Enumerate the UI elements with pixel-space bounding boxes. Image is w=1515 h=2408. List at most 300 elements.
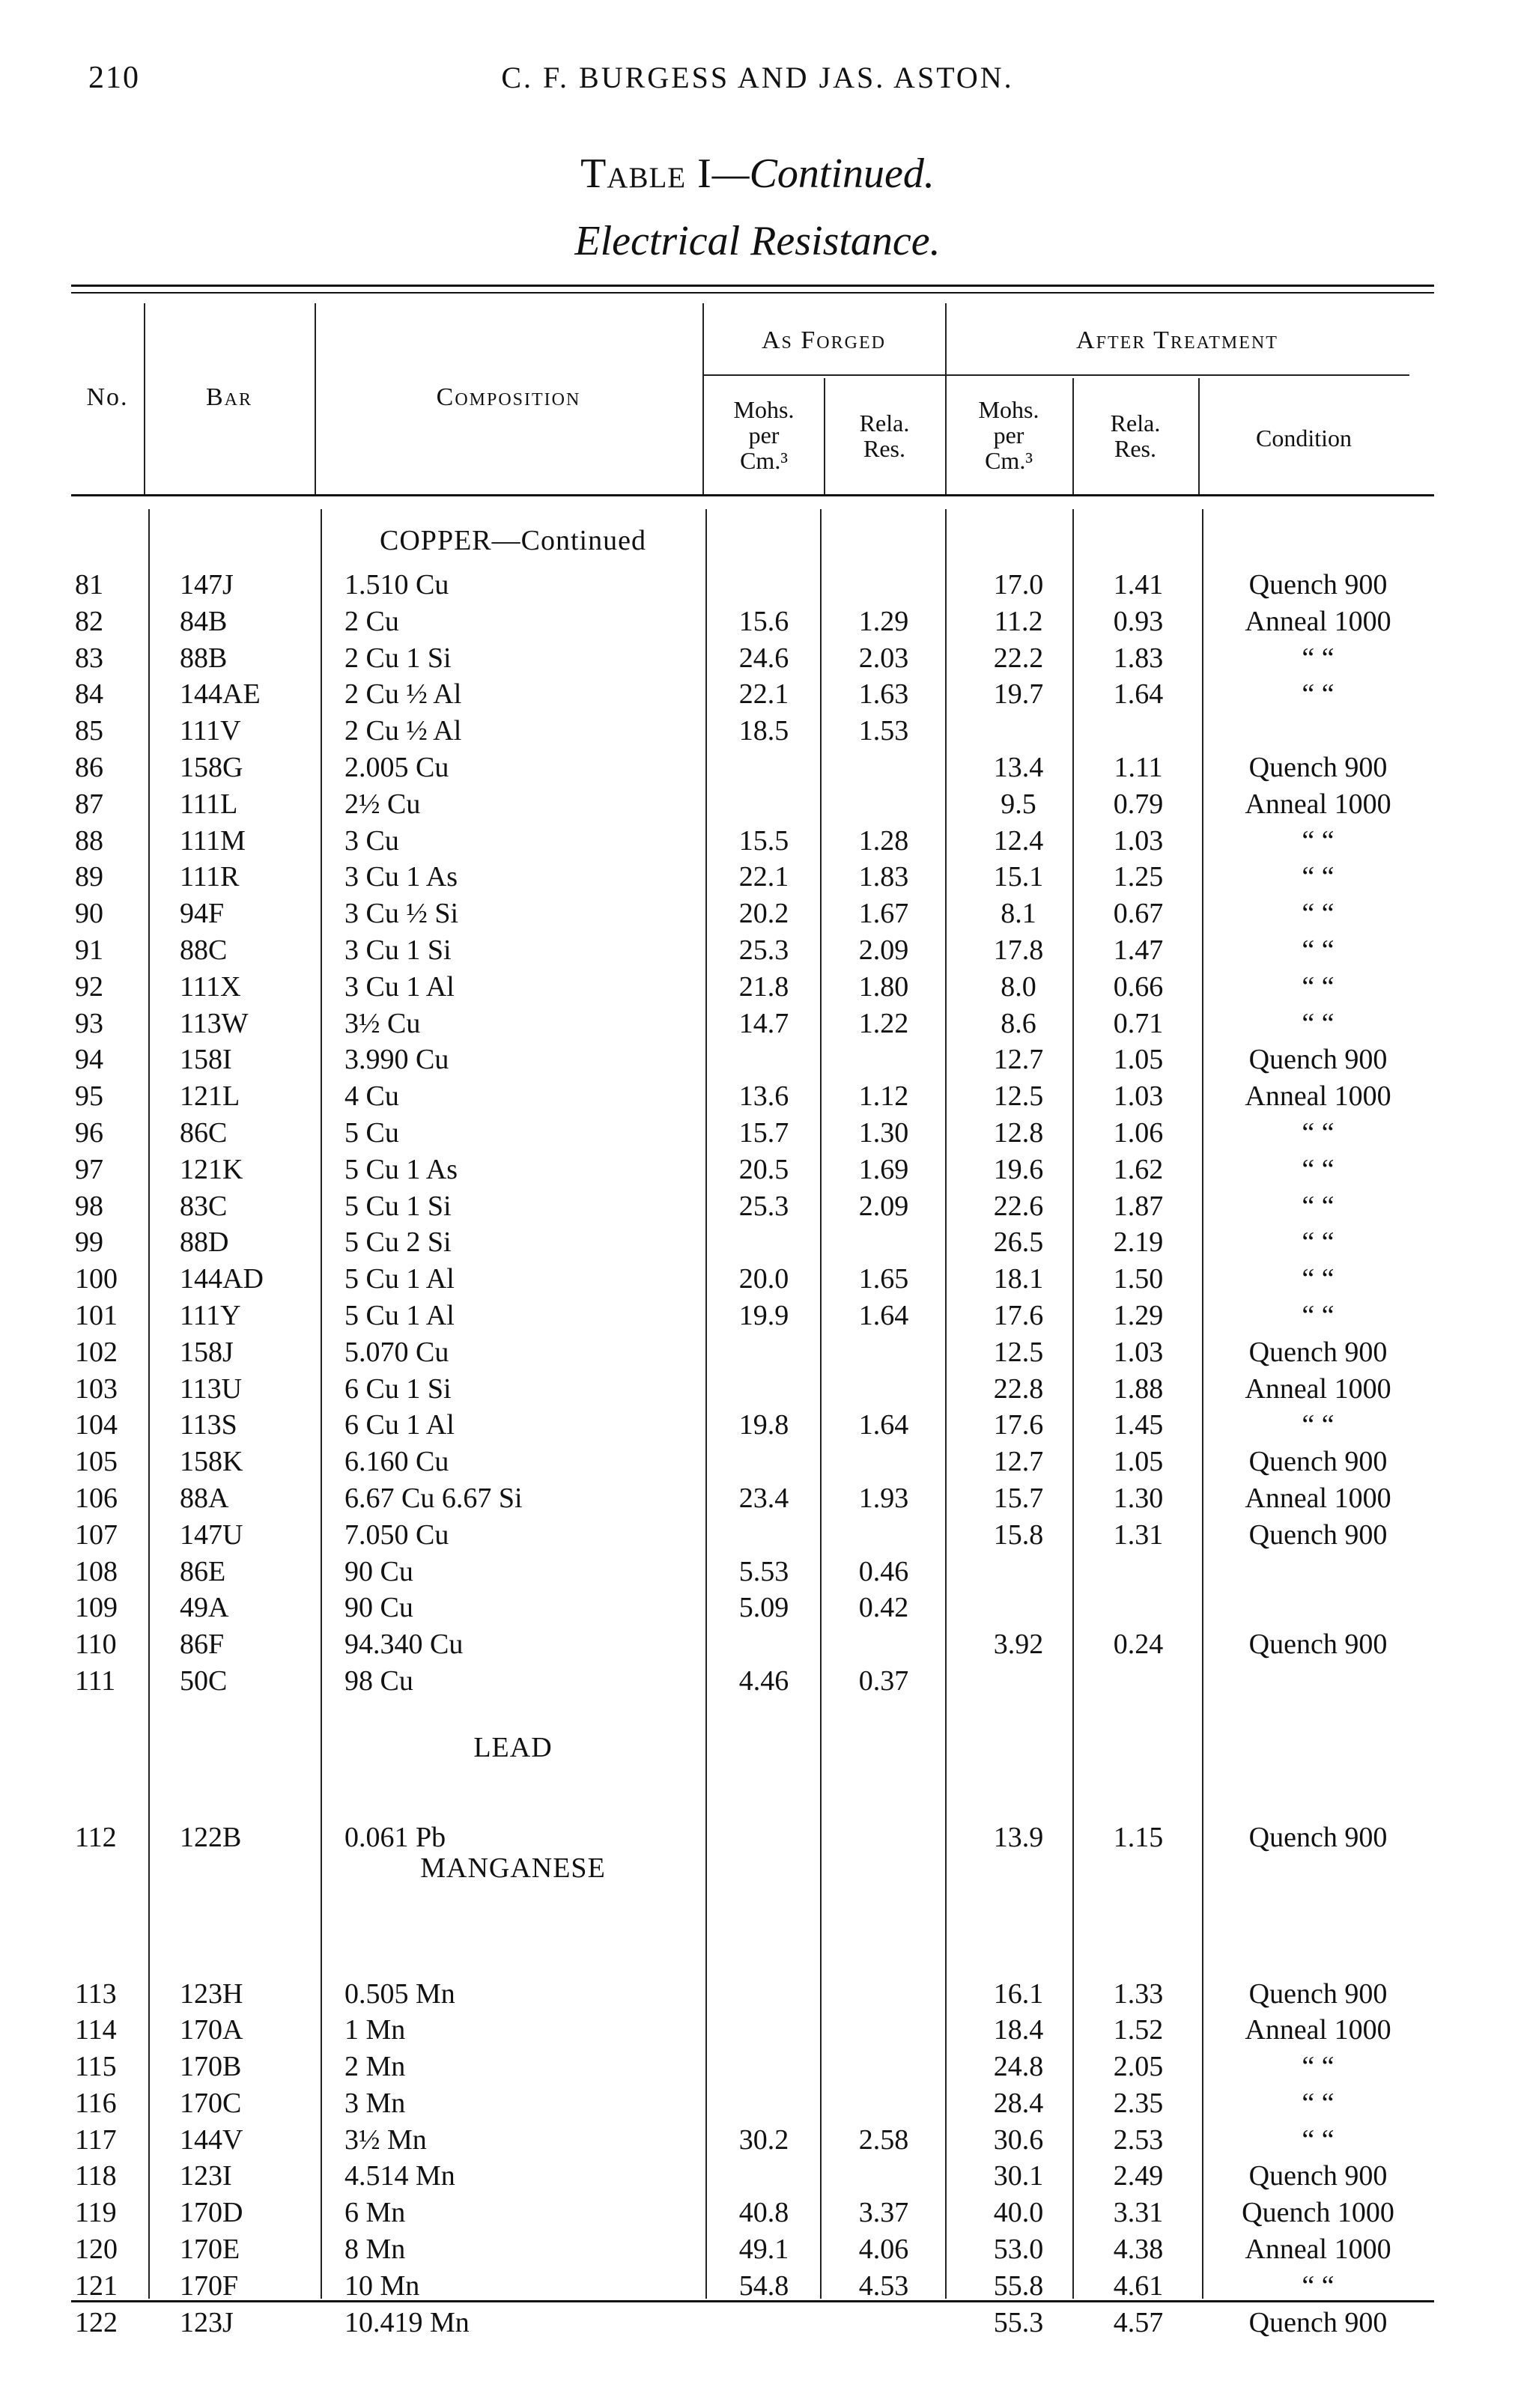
row-number: 103 (75, 1372, 118, 1405)
treated-rela-res: 1.03 (1113, 1336, 1164, 1368)
treated-rela-res: 1.47 (1113, 934, 1164, 966)
treated-rela-res: 1.05 (1113, 1044, 1164, 1076)
row-number: 116 (75, 2087, 117, 2119)
forged-rela-res: 1.53 (858, 715, 909, 747)
composition: 2 Cu (344, 605, 399, 637)
condition: Quench 900 (1248, 1821, 1388, 1853)
forged-mohs: 5.09 (738, 1592, 789, 1624)
treated-rela-res: 4.57 (1113, 2306, 1164, 2338)
col-header-composition: Composition (436, 383, 581, 411)
composition: 0.061 Pb (344, 1821, 446, 1853)
table-row (0, 2049, 1515, 2085)
row-number: 94 (75, 1044, 103, 1076)
row-number: 110 (75, 1629, 117, 1661)
treated-mohs: 19.7 (993, 678, 1044, 711)
treated-mohs: 13.4 (993, 751, 1044, 783)
table-row (0, 1626, 1515, 1663)
bar-id: 170E (180, 2234, 240, 2266)
table-row (0, 750, 1515, 786)
forged-rela-res: 1.65 (858, 1263, 909, 1295)
composition: 6 Mn (344, 2197, 406, 2229)
treated-mohs: 3.92 (993, 1629, 1044, 1661)
row-number: 84 (75, 678, 103, 711)
composition: 3 Cu 1 Si (344, 934, 452, 966)
composition: 6 Cu 1 Si (344, 1372, 452, 1405)
composition: 8 Mn (344, 2234, 406, 2266)
condition: “ “ (1302, 970, 1335, 1003)
composition: 2½ Cu (344, 788, 421, 820)
treated-rela-res: 0.71 (1113, 1007, 1164, 1039)
treated-mohs: 16.1 (993, 1977, 1044, 2010)
bar-id: 123J (180, 2306, 234, 2338)
forged-rela-res: 1.63 (858, 678, 909, 711)
treated-rela-res: 1.11 (1114, 751, 1163, 783)
composition: 5 Cu 2 Si (344, 1226, 452, 1259)
treated-mohs: 28.4 (993, 2087, 1044, 2119)
composition: 1.510 Cu (344, 569, 449, 601)
forged-rela-res: 1.12 (858, 1080, 909, 1113)
condition: “ “ (1302, 642, 1335, 674)
col-header-treated-mohs (945, 397, 1072, 473)
condition: “ “ (1302, 2269, 1335, 2302)
col-header-after-treatment: After Treatment (1076, 326, 1278, 354)
treated-rela-res: 0.66 (1113, 970, 1164, 1003)
treated-rela-res: 1.03 (1113, 824, 1164, 857)
condition: “ “ (1302, 934, 1335, 966)
condition: Anneal 1000 (1245, 1372, 1391, 1405)
forged-mohs: 54.8 (738, 2269, 789, 2302)
row-number: 121 (75, 2269, 118, 2302)
bar-id: 111L (180, 788, 238, 820)
treated-rela-res: 1.88 (1113, 1372, 1164, 1405)
condition: Quench 900 (1248, 1336, 1388, 1368)
table-row (0, 2305, 1515, 2341)
table-row (0, 896, 1515, 932)
table-row (0, 1663, 1515, 1700)
table-row (0, 2195, 1515, 2231)
row-number: 88 (75, 824, 103, 857)
col-header-condition: Condition (1255, 425, 1352, 452)
forged-rela-res: 1.80 (858, 970, 909, 1003)
row-number: 118 (75, 2160, 117, 2192)
bar-id: 170D (180, 2197, 243, 2229)
composition: 4 Cu (344, 1080, 399, 1113)
table-row (0, 1078, 1515, 1115)
treated-mohs: 22.2 (993, 642, 1044, 674)
treated-rela-res: 0.24 (1113, 1629, 1164, 1661)
composition: 10 Mn (344, 2269, 420, 2302)
bar-id: 86E (180, 1555, 226, 1587)
row-number: 85 (75, 715, 103, 747)
treated-rela-res: 1.83 (1113, 642, 1164, 674)
bar-id: 50C (180, 1664, 228, 1697)
treated-mohs: 22.8 (993, 1372, 1044, 1405)
forged-rela-res: 1.83 (858, 861, 909, 893)
row-number: 112 (75, 1821, 117, 1853)
table-row (0, 1819, 1515, 1856)
forged-rela-res: 1.67 (858, 898, 909, 930)
row-number: 104 (75, 1409, 118, 1441)
table-row (0, 1224, 1515, 1261)
table-row (0, 859, 1515, 896)
table-row (0, 823, 1515, 860)
treated-mohs: 8.0 (1001, 970, 1036, 1003)
bar-id: 144AE (180, 678, 261, 711)
composition: 6.160 Cu (344, 1446, 449, 1478)
treated-mohs: 12.7 (993, 1044, 1044, 1076)
forged-rela-res: 2.03 (858, 642, 909, 674)
bar-id: 170A (180, 2014, 243, 2046)
per-label: per (993, 422, 1024, 449)
forged-rela-res: 1.29 (858, 605, 909, 637)
table-row (0, 1334, 1515, 1371)
table-row (0, 567, 1515, 603)
table-row (0, 1480, 1515, 1517)
forged-rela-res: 1.22 (858, 1007, 909, 1039)
composition: 3 Cu ½ Si (344, 898, 459, 930)
row-number: 119 (75, 2197, 117, 2229)
running-header (0, 60, 1515, 105)
table-row (0, 1517, 1515, 1554)
row-number: 93 (75, 1007, 103, 1039)
forged-mohs: 18.5 (738, 715, 789, 747)
bar-id: 49A (180, 1592, 229, 1624)
treated-mohs: 9.5 (1001, 788, 1036, 820)
condition: “ “ (1302, 1190, 1335, 1222)
forged-rela-res: 1.69 (858, 1153, 909, 1185)
bar-id: 158K (180, 1446, 243, 1478)
bar-id: 123I (180, 2160, 232, 2192)
bar-id: 83C (180, 1190, 228, 1222)
composition: 2 Cu ½ Al (344, 715, 462, 747)
composition: 5 Cu 1 Si (344, 1190, 452, 1222)
treated-rela-res: 1.03 (1113, 1080, 1164, 1113)
table-row (0, 1042, 1515, 1078)
condition: “ “ (1302, 2123, 1335, 2156)
forged-rela-res: 1.30 (858, 1116, 909, 1149)
treated-rela-res: 1.64 (1113, 678, 1164, 711)
condition: “ “ (1302, 2051, 1335, 2083)
condition: “ “ (1302, 1299, 1335, 1331)
condition: “ “ (1302, 1263, 1335, 1295)
table-row (0, 2085, 1515, 2122)
condition: Quench 900 (1248, 2306, 1388, 2338)
table-row (0, 1261, 1515, 1298)
bar-id: 111Y (180, 1299, 241, 1331)
treated-rela-res: 2.35 (1113, 2087, 1164, 2119)
forged-rela-res: 3.37 (858, 2197, 909, 2229)
table-row (0, 969, 1515, 1006)
bar-id: 144AD (180, 1263, 264, 1295)
bar-id: 113W (180, 1007, 249, 1039)
col-header-no: No. (86, 383, 129, 411)
composition: 5 Cu 1 Al (344, 1263, 455, 1295)
treated-rela-res: 1.29 (1113, 1299, 1164, 1331)
treated-rela-res: 4.38 (1113, 2234, 1164, 2266)
composition: 3 Cu 1 Al (344, 970, 455, 1003)
forged-mohs: 19.9 (738, 1299, 789, 1331)
composition: 10.419 Mn (344, 2306, 470, 2338)
res-label: Res. (863, 435, 905, 462)
forged-mohs: 24.6 (738, 642, 789, 674)
rela-label: Rela. (859, 410, 910, 437)
col-header-forged-rela (824, 410, 945, 461)
composition: 0.505 Mn (344, 1977, 455, 2010)
treated-mohs: 12.4 (993, 824, 1044, 857)
row-number: 122 (75, 2306, 118, 2338)
forged-mohs: 30.2 (738, 2123, 789, 2156)
composition: 6 Cu 1 Al (344, 1409, 455, 1441)
treated-rela-res: 2.49 (1113, 2160, 1164, 2192)
condition: “ “ (1302, 898, 1335, 930)
forged-mohs: 25.3 (738, 934, 789, 966)
section-gap (0, 1700, 1515, 1819)
composition: 5 Cu 1 Al (344, 1299, 455, 1331)
treated-mohs: 55.3 (993, 2306, 1044, 2338)
forged-rela-res: 1.64 (858, 1299, 909, 1331)
row-number: 92 (75, 970, 103, 1003)
table-row (0, 1152, 1515, 1188)
composition: 3½ Mn (344, 2123, 427, 2156)
treated-mohs: 17.6 (993, 1299, 1044, 1331)
condition: “ “ (1302, 678, 1335, 711)
forged-rela-res: 2.58 (858, 2123, 909, 2156)
forged-mohs: 49.1 (738, 2234, 789, 2266)
row-number: 91 (75, 934, 103, 966)
forged-mohs: 20.0 (738, 1263, 789, 1295)
composition: 2 Cu ½ Al (344, 678, 462, 711)
treated-rela-res: 2.19 (1113, 1226, 1164, 1259)
treated-mohs: 17.6 (993, 1409, 1044, 1441)
bar-id: 111X (180, 970, 241, 1003)
row-number: 101 (75, 1299, 118, 1331)
bar-id: 123H (180, 1977, 243, 2010)
table-label: Table I (580, 150, 712, 197)
page-number: 210 (88, 61, 140, 95)
row-number: 109 (75, 1592, 118, 1624)
row-number: 90 (75, 898, 103, 930)
forged-rela-res: 0.46 (858, 1555, 909, 1587)
condition: Anneal 1000 (1245, 605, 1391, 637)
condition: “ “ (1302, 2087, 1335, 2119)
table-row (0, 1976, 1515, 2013)
composition: 3 Cu 1 As (344, 861, 458, 893)
treated-rela-res: 1.33 (1113, 1977, 1164, 2010)
row-number: 106 (75, 1482, 118, 1514)
composition: 3 Cu (344, 824, 399, 857)
table-row (0, 1188, 1515, 1225)
bar-id: 170F (180, 2269, 239, 2302)
composition: 6.67 Cu 6.67 Si (344, 1482, 523, 1514)
section-manganese: MANGANESE (420, 1852, 606, 1884)
bar-id: 170C (180, 2087, 242, 2119)
treated-mohs: 26.5 (993, 1226, 1044, 1259)
treated-mohs: 22.6 (993, 1190, 1044, 1222)
bar-id: 158I (180, 1044, 232, 1076)
table-row (0, 1371, 1515, 1408)
forged-rela-res: 1.93 (858, 1482, 909, 1514)
bar-id: 94F (180, 898, 225, 930)
forged-mohs: 23.4 (738, 1482, 789, 1514)
condition: “ “ (1302, 861, 1335, 893)
treated-mohs: 17.8 (993, 934, 1044, 966)
section-copper: COPPER—Continued (380, 525, 646, 556)
treated-mohs: 30.1 (993, 2160, 1044, 2192)
section-gap (0, 1856, 1515, 1976)
condition: Quench 900 (1248, 1629, 1388, 1661)
bar-id: 88B (180, 642, 228, 674)
condition: “ “ (1302, 1116, 1335, 1149)
table-row (0, 1554, 1515, 1590)
condition: Quench 1000 (1242, 2197, 1394, 2229)
treated-rela-res: 0.79 (1113, 788, 1164, 820)
row-number: 107 (75, 1518, 118, 1551)
forged-rela-res: 1.64 (858, 1409, 909, 1441)
table-row (0, 1115, 1515, 1152)
row-number: 86 (75, 751, 103, 783)
bar-id: 147J (180, 569, 234, 601)
treated-mohs: 53.0 (993, 2234, 1044, 2266)
forged-rela-res: 0.37 (858, 1664, 909, 1697)
row-number: 108 (75, 1555, 118, 1587)
row-number: 99 (75, 1226, 103, 1259)
forged-mohs: 19.8 (738, 1409, 789, 1441)
treated-mohs: 12.8 (993, 1116, 1044, 1149)
forged-rela-res: 0.42 (858, 1592, 909, 1624)
composition: 1 Mn (344, 2014, 406, 2046)
treated-mohs: 12.5 (993, 1080, 1044, 1113)
treated-rela-res: 1.45 (1113, 1409, 1164, 1441)
treated-mohs: 19.6 (993, 1153, 1044, 1185)
col-header-treated-rela (1072, 410, 1198, 461)
composition: 2 Mn (344, 2051, 406, 2083)
row-number: 111 (75, 1664, 116, 1697)
treated-mohs: 18.1 (993, 1263, 1044, 1295)
condition: “ “ (1302, 1409, 1335, 1441)
forged-rela-res: 2.09 (858, 1190, 909, 1222)
row-number: 83 (75, 642, 103, 674)
bar-id: 111M (180, 824, 246, 857)
section-lead: LEAD (473, 1732, 553, 1763)
treated-rela-res: 1.52 (1113, 2014, 1164, 2046)
forged-mohs: 5.53 (738, 1555, 789, 1587)
forged-mohs: 15.7 (738, 1116, 789, 1149)
bar-id: 86C (180, 1116, 228, 1149)
condition: Quench 900 (1248, 569, 1388, 601)
condition: Quench 900 (1248, 2160, 1388, 2192)
table-row (0, 1590, 1515, 1626)
forged-mohs: 4.46 (738, 1664, 789, 1697)
table-body (0, 567, 1515, 2341)
bar-id: 113S (180, 1409, 237, 1441)
treated-mohs: 15.1 (993, 861, 1044, 893)
composition: 5.070 Cu (344, 1336, 449, 1368)
composition: 3.990 Cu (344, 1044, 449, 1076)
mohs-label: Mohs. (733, 396, 795, 423)
treated-rela-res: 4.61 (1113, 2269, 1164, 2302)
bar-id: 147U (180, 1518, 243, 1551)
row-number: 97 (75, 1153, 103, 1185)
forged-rela-res: 1.28 (858, 824, 909, 857)
condition: Quench 900 (1248, 1044, 1388, 1076)
mohs-label: Mohs. (978, 396, 1039, 423)
row-number: 117 (75, 2123, 117, 2156)
treated-rela-res: 1.87 (1113, 1190, 1164, 1222)
cm3-label: Cm.³ (985, 447, 1033, 474)
table-continued: —Continued. (711, 150, 935, 197)
row-number: 100 (75, 1263, 118, 1295)
forged-mohs: 15.5 (738, 824, 789, 857)
group-rule (945, 374, 1409, 376)
top-rule (71, 285, 1434, 287)
bar-id: 88C (180, 934, 228, 966)
composition: 5 Cu (344, 1116, 399, 1149)
table-row (0, 2012, 1515, 2049)
row-number: 114 (75, 2014, 117, 2046)
condition: Quench 900 (1248, 1446, 1388, 1478)
condition: Quench 900 (1248, 1518, 1388, 1551)
forged-mohs: 20.2 (738, 898, 789, 930)
bar-id: 122B (180, 1821, 242, 1853)
treated-mohs: 12.5 (993, 1336, 1044, 1368)
table-row (0, 603, 1515, 640)
forged-rela-res: 4.06 (858, 2234, 909, 2266)
treated-rela-res: 1.41 (1113, 569, 1164, 601)
composition: 3½ Cu (344, 1007, 421, 1039)
treated-mohs: 15.7 (993, 1482, 1044, 1514)
bar-id: 86F (180, 1629, 225, 1661)
table-subtitle: Electrical Resistance. (574, 218, 941, 264)
bar-id: 111R (180, 861, 240, 893)
row-number: 89 (75, 861, 103, 893)
bar-id: 88A (180, 1482, 229, 1514)
bar-id: 111V (180, 715, 241, 747)
row-number: 105 (75, 1446, 118, 1478)
bar-id: 88D (180, 1226, 229, 1259)
table-row (0, 932, 1515, 969)
composition: 90 Cu (344, 1555, 413, 1587)
condition: “ “ (1302, 824, 1335, 857)
treated-rela-res: 1.31 (1113, 1518, 1164, 1551)
table-row (0, 640, 1515, 677)
treated-mohs: 30.6 (993, 2123, 1044, 2156)
composition: 98 Cu (344, 1664, 413, 1697)
forged-mohs: 13.6 (738, 1080, 789, 1113)
composition: 2.005 Cu (344, 751, 449, 783)
res-label: Res. (1114, 435, 1156, 462)
condition: “ “ (1302, 1226, 1335, 1259)
condition: Anneal 1000 (1245, 1080, 1391, 1113)
treated-mohs: 8.1 (1001, 898, 1036, 930)
table-row (0, 1407, 1515, 1444)
row-number: 82 (75, 605, 103, 637)
bar-id: 144V (180, 2123, 243, 2156)
treated-rela-res: 1.30 (1113, 1482, 1164, 1514)
row-number: 113 (75, 1977, 117, 2010)
bar-id: 121L (180, 1080, 240, 1113)
treated-mohs: 13.9 (993, 1821, 1044, 1853)
forged-mohs: 21.8 (738, 970, 789, 1003)
condition: Anneal 1000 (1245, 788, 1391, 820)
treated-mohs: 55.8 (993, 2269, 1044, 2302)
table-row (0, 2268, 1515, 2305)
forged-mohs: 22.1 (738, 678, 789, 711)
treated-rela-res: 1.50 (1113, 1263, 1164, 1295)
table-row (0, 1006, 1515, 1042)
col-header-forged-mohs (704, 397, 824, 473)
bar-id: 113U (180, 1372, 243, 1405)
bar-id: 158J (180, 1336, 234, 1368)
